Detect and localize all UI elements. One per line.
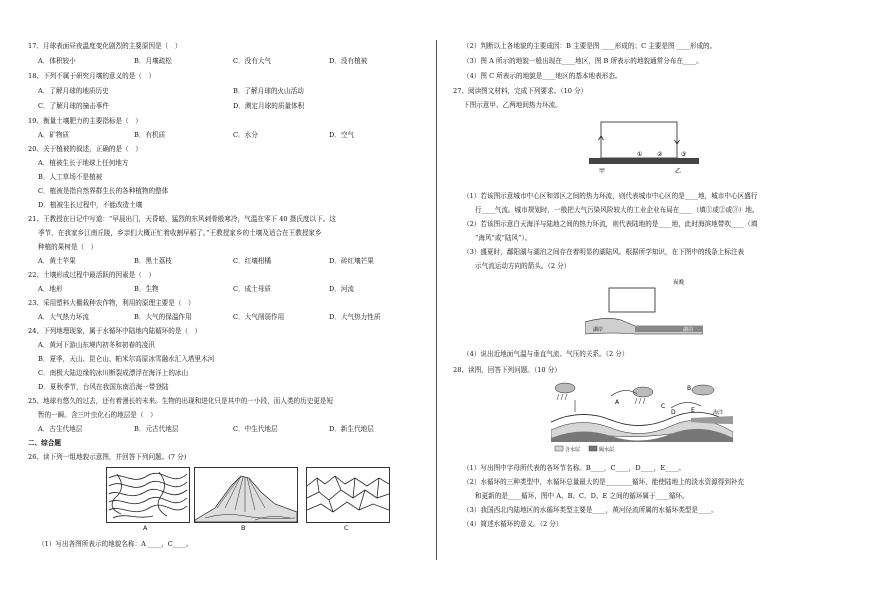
aquiclude-legend: 隔水层 — [599, 447, 615, 453]
q24-option-d: D．夏秋季节，台风在我国东南沿海一带登陆 — [38, 383, 169, 391]
q28-sub2-line2: 和更新的是____循环，图中 A、B、C、D、E 之间的循环属于____循环。 — [475, 492, 689, 500]
q28-sub1: （1）写出图中字母所代表的各环节名称。B____，C____，D____，E____。 — [463, 464, 685, 472]
q27-sub1-line2: 行____气流。城市规划时，一般把大气污染风险较大的工业企业布局在____（填①或②或③）地。 — [475, 206, 759, 214]
q25-option-a: A．古生代地层 — [38, 425, 83, 433]
q25-stem-2: 暂的一瞬。含三叶虫化石的地层是（ ） — [38, 411, 157, 419]
q20-stem: 20、关于植被的叙述，正确的是（ ） — [28, 145, 142, 153]
q20-option-d: D．植被生长过程中，不能改造土壤 — [38, 201, 143, 209]
q22-option-b: B．生物 — [134, 285, 159, 293]
q17-option-a: A．体积较小 — [38, 57, 76, 65]
q27-intro: 下图示意甲、乙两地间热力环流。 — [463, 101, 562, 109]
q27-sub3-line2: 示气流运动方向的箭头。（2 分） — [475, 262, 571, 270]
q18-option-d: D．测定月球的质量体积 — [233, 102, 305, 110]
q19-option-d: D．空气 — [329, 131, 355, 139]
q28-sub2-line1: （2）水循环的三种类型中，水循环总量最大的是________循环，能使陆地上的淡水资源得到补充 — [463, 478, 745, 486]
q17-option-c: C．没有大气 — [233, 57, 272, 65]
figure-b-caption: B — [241, 524, 246, 532]
landform-figure-c — [306, 467, 390, 523]
q17-option-d: D．没有植被 — [329, 57, 368, 65]
section-heading: 二、综合题 — [28, 439, 61, 447]
column-divider — [436, 40, 437, 560]
q19-option-a: A．矿物质 — [38, 131, 70, 139]
q23-option-d: D．大气热力性质 — [329, 313, 381, 321]
label-a: A — [615, 399, 620, 406]
q27-sub2-line2: “海风”或“陆风”）。 — [475, 234, 532, 242]
lake-breeze-figure — [585, 276, 703, 342]
q17-option-b: B．月壤疏松 — [134, 57, 172, 65]
q28-stem: 28、读图，回答下列问题。（10 分） — [453, 366, 561, 374]
q24-option-a: A．黄河下游山东境内初冬和初春的凌汛 — [38, 341, 155, 349]
q27-stem: 27、阅读图文材料，完成下列要求。（10 分） — [453, 87, 588, 95]
point-3-label: ③ — [681, 151, 687, 158]
label-b: B — [687, 385, 692, 392]
q21-option-d: D．砖红壤芒果 — [329, 257, 374, 265]
q20-option-b: B．人工草场不是植被 — [38, 173, 103, 181]
q23-option-a: A．大气热力环流 — [38, 313, 89, 321]
q17-stem: 17、月球表面昼夜温度变化剧烈的主要原因是（ ） — [28, 42, 182, 50]
q26-sub1: （1）写出各图所表示的地貌名称：A ____，C____。 — [38, 540, 193, 548]
q19-stem: 19、衡量土壤肥力的主要指标是（ ） — [28, 117, 142, 125]
q18-option-b: B．了解月球的火山活动 — [233, 87, 304, 95]
landform-figure-b — [194, 467, 298, 523]
point-1-label: ① — [637, 151, 643, 158]
q21-option-c: C．红壤柑橘 — [233, 257, 272, 265]
q24-option-c: C．南极大陆边缘的冰川断裂成漂浮在海洋上的冰山 — [38, 369, 189, 377]
figure-c-caption: C — [344, 524, 349, 532]
label-d: D — [671, 409, 676, 416]
figure-a-caption: A — [143, 524, 148, 532]
q26-stem: 26、读下列一组地貌示意图，并回答下列问题。(7 分) — [28, 453, 187, 461]
q23-option-c: C．大气削弱作用 — [233, 313, 285, 321]
q22-option-a: A．地形 — [38, 285, 63, 293]
label-c: C — [661, 403, 666, 410]
q21-stem-1: 21、王教授在日记中写道：“早晨出门，天昏暗，猛烈的东风刺骨般寒冷，气温在零下 40 摄氏度以下。这 — [28, 215, 336, 223]
q28-sub4: （4）简述水循环的意义。（2 分） — [463, 520, 563, 528]
sea-label: 海洋 — [713, 410, 724, 416]
q25-option-b: B．元古代地层 — [134, 425, 179, 433]
q21-option-a: A．黄土苹果 — [38, 257, 76, 265]
q26-sub2: （2）判断以上各地貌的主要成因：B 主要是图 ____形成的；C 主要是图 ____形成的。 — [463, 42, 717, 50]
q26-sub4: （4）图 C 所表示的地貌是____地区的基本地表形态。 — [463, 72, 622, 80]
yi-label: 乙 — [675, 168, 682, 175]
q27-sub1-line1: （1）若该图示意城市中心区和郊区之间的热力环流，则代表城市中心区的是____地，城市中心区盛行 — [463, 192, 758, 200]
aquifer-legend: 含水层 — [565, 447, 581, 453]
jia-label: 甲 — [599, 168, 606, 175]
q25-option-c: C．中生代地层 — [233, 425, 278, 433]
q27-sub4: （4）说出近地面气温与垂直气流、气压的关系。（2 分） — [463, 350, 629, 358]
q27-sub2-line1: （2）若该图示意白天海洋与陆地之间的热力环流，则代表陆地的是____地，此时海滨地带吹____（填 — [463, 220, 758, 228]
lakeshore-label: 湖岸 — [593, 327, 604, 333]
water-cycle-figure — [551, 378, 733, 456]
q23-option-b: B．大气的保温作用 — [134, 313, 192, 321]
q26-sub3: （3）图 A 所示的地貌一般出现在____地区，图 B 所表示的地貌通常分布在____。 — [463, 57, 703, 65]
q27-sub3-line1: （3）盛夏时，鄱阳湖与湖泊之间存在着明显的湖陆风。根据所学知识，在下图中的线条上标注表 — [463, 248, 745, 256]
landform-figure-a — [106, 467, 190, 523]
q23-stem: 23、采用塑料大棚栽种农作物，利用的原理主要是（ ） — [28, 299, 195, 307]
point-2-label: ② — [657, 151, 663, 158]
q25-option-d: D．新生代地层 — [329, 425, 374, 433]
q22-option-c: C．成土母质 — [233, 285, 272, 293]
q18-option-a: A．了解月球的地质历史 — [38, 87, 109, 95]
night-label: 夜晚 — [673, 280, 685, 286]
q24-option-b: B．夏季，天山、昆仑山、帕米尔高原冰雪融水汇入塔里木河 — [38, 355, 215, 363]
q21-stem-2: 季节，在我家乡江南丘陵，乡亲们大概正忙着收割早稻了。”王教授家乡的土壤及适合在王教授家乡 — [38, 229, 322, 237]
q18-stem: 18、下列不属于研究月壤的意义的是（ ） — [28, 72, 156, 80]
q20-option-c: C．植被是指自然界群生长的各种植物的整体 — [38, 187, 169, 195]
q28-sub3: （3）我国西北内陆地区的水循环类型主要是____，黄河径流所属的水循环类型是____。 — [463, 506, 718, 514]
thermal-circulation-figure — [589, 116, 699, 180]
q22-option-d: D．河流 — [329, 285, 355, 293]
q19-option-b: B．有机质 — [134, 131, 166, 139]
q21-stem-3: 种植的果树是（ ） — [38, 243, 98, 251]
q19-option-c: C．水分 — [233, 131, 258, 139]
q20-option-a: A．植被生长于地球上任何地方 — [38, 159, 129, 167]
q24-stem: 24、下列地理现象，属于水循环中陆地内陆循环的是（ ） — [28, 327, 202, 335]
q21-option-b: B．黑土荔枝 — [134, 257, 172, 265]
q18-option-c: C．了解月球的撞击事件 — [38, 102, 109, 110]
q22-stem: 22、土壤形成过程中最活跃的因素是（ ） — [28, 271, 156, 279]
label-e: E — [691, 407, 695, 414]
q25-stem-1: 25、地球有悠久的过去，还有着漫长的未来。生物的出现和进化只是其中的一小段，而人类的历史更是短 — [28, 397, 334, 405]
lake-label: 湖泊 — [683, 327, 694, 333]
